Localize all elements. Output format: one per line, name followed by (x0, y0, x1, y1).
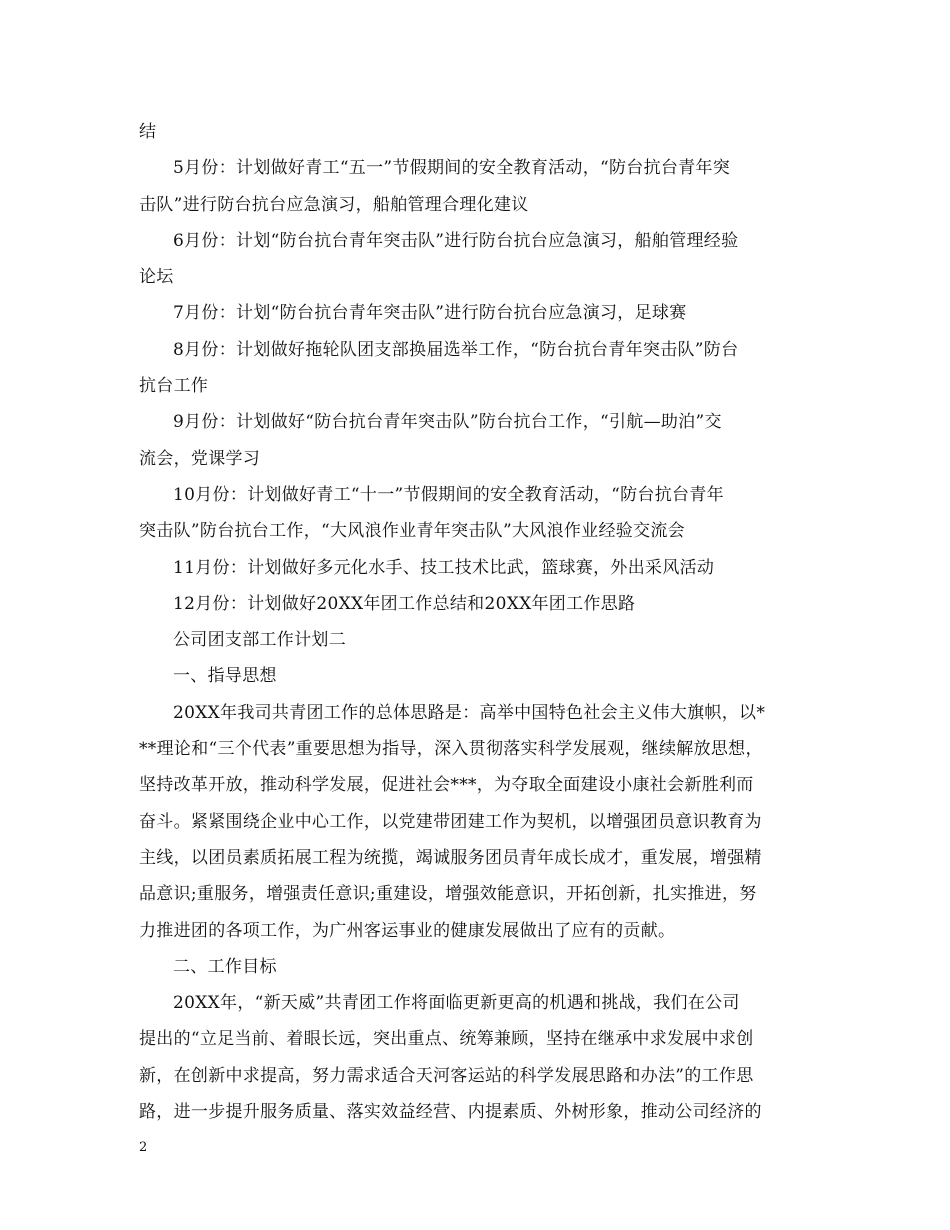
text-line: 提出的“立足当前、着眼长远，突出重点、统筹兼顾，坚持在继承中求发展中求创 (139, 1029, 754, 1050)
text-line: 品意识;重服务，增强责任意识;重建设，增强效能意识，开拓创新，扎实推进，努 (139, 884, 757, 905)
text-line: 奋斗。紧紧围绕企业中心工作，以党建带团建工作为契机，以增强团员意识教育为 (139, 811, 762, 832)
text-line: 10月份：计划做好青工“十一”节假期间的安全教育活动，“防台抗台青年 (173, 484, 724, 505)
text-line: 11月份：计划做好多元化水手、技工技术比武，篮球赛，外出采风活动 (173, 557, 715, 578)
text-line: 论坛 (139, 267, 174, 288)
text-line: 坚持改革开放，推动科学发展，促进社会***，为夺取全面建设小康社会新胜利而 (139, 775, 754, 796)
text-line: 6月份：计划“防台抗台青年突击队”进行防台抗台应急演习，船舶管理经验 (173, 230, 739, 251)
text-line: 公司团支部工作计划二 (173, 630, 346, 651)
document-body (139, 114, 815, 1130)
text-line: 一、指导思想 (173, 666, 277, 687)
text-line: 20XX年我司共青团工作的总体思路是：高举中国特色社会主义伟大旗帜，以* (173, 702, 766, 723)
text-line: 新，在创新中求提高，努力需求适合天河客运站的科学发展思路和办法”的工作思 (139, 1065, 754, 1086)
text-line: 力推进团的各项工作，为广州客运事业的健康发展做出了应有的贡献。 (139, 920, 676, 941)
text-line: 20XX年，“新天威”共青团工作将面临更新更高的机遇和挑战，我们在公司 (173, 993, 740, 1014)
text-line: 击队”进行防台抗台应急演习，船舶管理合理化建议 (139, 194, 529, 215)
text-line: **理论和“三个代表”重要思想为指导，深入贯彻落实科学发展观，继续解放思想， (139, 739, 763, 760)
text-line: 结 (139, 122, 157, 142)
text-line: 9月份：计划做好“防台抗台青年突击队”防台抗台工作，“引航—助泊”交 (173, 412, 722, 433)
text-line: 8月份：计划做好拖轮队团支部换届选举工作，“防台抗台青年突击队”防台 (173, 339, 739, 360)
text-line: 突击队”防台抗台工作，“大风浪作业青年突击队”大风浪作业经验交流会 (139, 521, 685, 542)
text-line: 路，进一步提升服务质量、落实效益经营、内提素质、外树形象，推动公司经济的 (139, 1102, 762, 1123)
text-line: 5月份：计划做好青工“五一”节假期间的安全教育活动，“防台抗台青年突 (173, 158, 731, 179)
text-line: 7月份：计划“防台抗台青年突击队”进行防台抗台应急演习，足球赛 (173, 303, 687, 324)
text-line: 流会，党课学习 (139, 448, 261, 469)
text-line: 二、工作目标 (173, 956, 277, 977)
text-line: 抗台工作 (139, 376, 209, 397)
page-number: 2 (139, 1140, 148, 1155)
text-line: 主线，以团员素质拓展工程为统揽，竭诚服务团员青年成长成才，重发展，增强精 (139, 847, 762, 868)
text-line: 12月份：计划做好20XX年团工作总结和20XX年团工作思路 (173, 593, 636, 614)
